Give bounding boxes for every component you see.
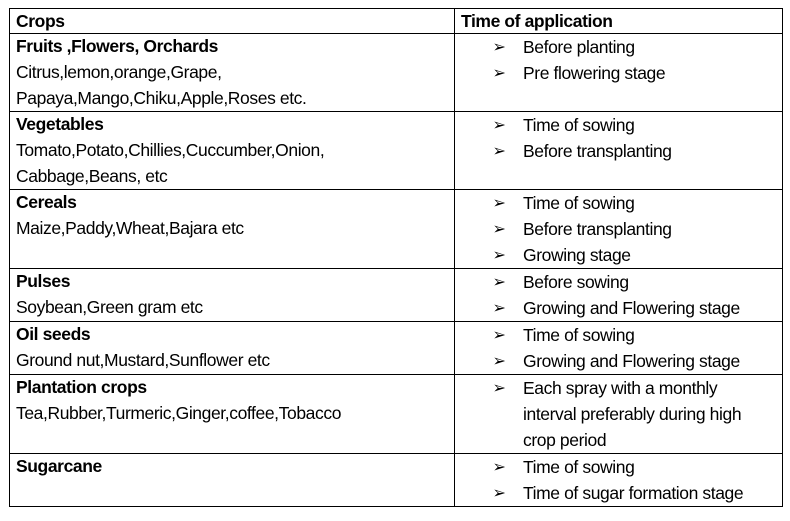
time-item-text: Before transplanting — [523, 219, 672, 239]
crops-column-header: Crops — [10, 9, 455, 34]
table-row — [10, 322, 783, 375]
time-item-text: Pre flowering stage — [523, 63, 666, 83]
crop-cell — [10, 269, 455, 322]
crop-application-table — [9, 8, 783, 507]
arrow-bullet-icon: ➢ — [492, 245, 506, 264]
list-item — [489, 480, 776, 506]
crop-category: Cereals — [16, 192, 77, 212]
arrow-bullet-icon: ➢ — [492, 37, 506, 56]
table-row — [10, 34, 783, 112]
crop-examples: Ground nut,Mustard,Sunflower etc — [16, 350, 270, 370]
application-time-list — [461, 322, 776, 374]
list-item — [489, 375, 776, 453]
crop-category: Pulses — [16, 271, 71, 291]
list-item — [489, 322, 776, 348]
arrow-bullet-icon: ➢ — [492, 457, 506, 476]
time-item-text: Time of sowing — [523, 457, 635, 477]
table-row — [10, 375, 783, 454]
application-time-list — [461, 375, 776, 453]
crop-examples: Tomato,Potato,Chillies,Cuccumber,Onion, Cabbage,Beans, etc — [16, 140, 325, 186]
time-item-text: Time of sowing — [523, 193, 635, 213]
list-item — [489, 295, 776, 321]
crop-cell — [10, 454, 455, 507]
time-cell — [455, 454, 783, 507]
arrow-bullet-icon: ➢ — [492, 378, 506, 397]
time-item-text: Time of sowing — [523, 325, 635, 345]
table-row — [10, 190, 783, 269]
list-item — [489, 348, 776, 374]
crop-category: Plantation crops — [16, 377, 147, 397]
arrow-bullet-icon: ➢ — [492, 483, 506, 502]
arrow-bullet-icon: ➢ — [492, 298, 506, 317]
crop-cell — [10, 322, 455, 375]
table-row — [10, 269, 783, 322]
header-row — [10, 9, 783, 34]
list-item — [489, 269, 776, 295]
table-body — [10, 34, 783, 507]
table-row — [10, 112, 783, 190]
application-time-list — [461, 34, 776, 86]
time-cell — [455, 269, 783, 322]
application-time-list — [461, 190, 776, 268]
time-item-text: Growing and Flowering stage — [523, 298, 740, 318]
time-cell — [455, 34, 783, 112]
crop-cell — [10, 190, 455, 269]
time-item-text: Growing and Flowering stage — [523, 351, 740, 371]
time-item-text: Time of sugar formation stage — [523, 483, 744, 503]
time-item-text: Time of sowing — [523, 115, 635, 135]
application-time-list — [461, 269, 776, 321]
list-item — [489, 216, 776, 242]
arrow-bullet-icon: ➢ — [492, 115, 506, 134]
arrow-bullet-icon: ➢ — [492, 219, 506, 238]
time-item-text: Before sowing — [523, 272, 629, 292]
time-cell — [455, 112, 783, 190]
time-cell — [455, 190, 783, 269]
list-item — [489, 190, 776, 216]
crop-examples: Citrus,lemon,orange,Grape, Papaya,Mango,Chiku,Apple,Roses etc. — [16, 62, 307, 108]
crop-examples: Maize,Paddy,Wheat,Bajara etc — [16, 218, 244, 238]
arrow-bullet-icon: ➢ — [492, 63, 506, 82]
time-cell — [455, 322, 783, 375]
list-item — [489, 60, 776, 86]
crop-examples: Soybean,Green gram etc — [16, 297, 203, 317]
list-item — [489, 34, 776, 60]
time-cell — [455, 375, 783, 454]
list-item — [489, 112, 776, 138]
arrow-bullet-icon: ➢ — [492, 193, 506, 212]
arrow-bullet-icon: ➢ — [492, 272, 506, 291]
list-item — [489, 242, 776, 268]
crop-cell — [10, 112, 455, 190]
list-item — [489, 138, 776, 164]
time-column-header: Time of application — [455, 9, 783, 34]
time-item-text: Before transplanting — [523, 141, 672, 161]
crop-category: Sugarcane — [16, 456, 102, 476]
crop-cell — [10, 375, 455, 454]
application-time-list — [461, 454, 776, 506]
arrow-bullet-icon: ➢ — [492, 351, 506, 370]
crop-category: Vegetables — [16, 114, 104, 134]
table-row — [10, 454, 783, 507]
time-item-text: Before planting — [523, 37, 635, 57]
time-item-text: Each spray with a monthly interval preferably during high crop period — [523, 378, 742, 450]
list-item — [489, 454, 776, 480]
crop-cell — [10, 34, 455, 112]
arrow-bullet-icon: ➢ — [492, 325, 506, 344]
time-item-text: Growing stage — [523, 245, 631, 265]
crop-category: Oil seeds — [16, 324, 91, 344]
crop-category: Fruits ,Flowers, Orchards — [16, 36, 218, 56]
arrow-bullet-icon: ➢ — [492, 141, 506, 160]
crop-examples: Tea,Rubber,Turmeric,Ginger,coffee,Tobacco — [16, 403, 342, 423]
application-time-list — [461, 112, 776, 164]
